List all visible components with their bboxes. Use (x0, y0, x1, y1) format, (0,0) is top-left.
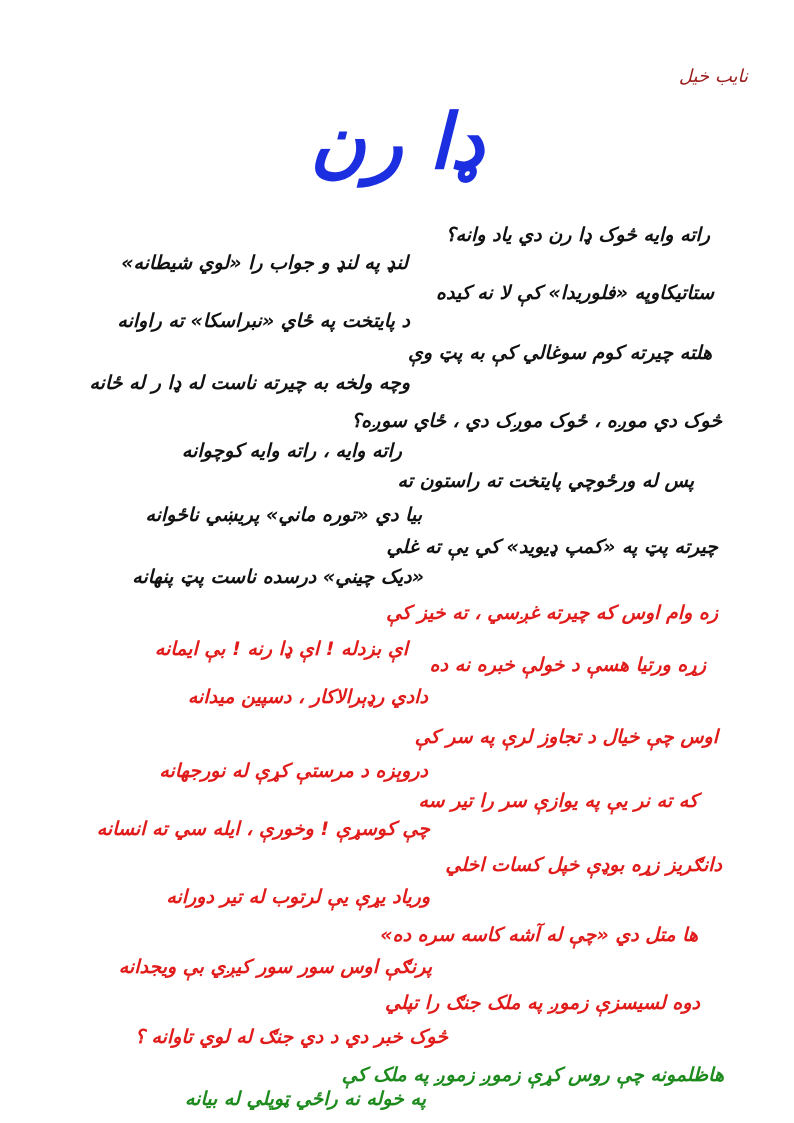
poem-line: اې بزدله ! اې ډا رنه ! بې ايمانه (154, 638, 408, 660)
poem-line: زه وام اوس که چيرته غږسي ، ته خيز کې (386, 602, 718, 624)
poem-line: ستاتيکاوپه «فلوريدا» کې لا نه کيده (436, 282, 714, 304)
author-name: نايب خيل (678, 66, 748, 87)
poem-line: پس له ورځوچي پايتخت ته راستون ته (397, 470, 694, 492)
poem-line: چې کوسړې ! وخورې ، ايله سي ته انسانه (96, 818, 430, 840)
poem-line: څوک خبر دي د دي جنګ له لوي تاوانه ؟ (134, 1026, 448, 1048)
poem-line: پرنګې اوس سور سور کيږي بې ويجدانه (118, 956, 432, 978)
poem-line: وچه ولخه به چيرته ناست له ډا ر له ځانه (89, 372, 410, 394)
poem-line: راته وايه ، راته وايه کوچوانه (181, 440, 402, 462)
poem-line: چيرته پټ په «کمپ ډيويد» کي يې ته غلي (386, 536, 718, 558)
poem-line: لنډ په لنډ و جواب را «لوي شيطانه» (121, 252, 408, 274)
poem-line: هاظلمونه چې روس کړې زموږ زموږ په ملک کې (341, 1064, 724, 1086)
poem-line: دروېزه د مرستې کړې له نورجهانه (159, 760, 428, 782)
poem-line: څوک دي موږه ، ځوک موږک دي ، ځاي سوږه؟ (351, 410, 722, 432)
poem-line: بيا دي «توره ماني» پريښي ناځوانه (145, 504, 422, 526)
poem-title: ډا رن (310, 97, 484, 186)
poem-line: ها متل دي «چې له آشه کاسه سره ده» (380, 924, 698, 946)
poem-line: زړه ورتيا هسې د خولې خبره نه ده (429, 654, 706, 676)
poem-line: دادي رډېرالاکار ، دسپين ميدانه (187, 686, 428, 708)
poem-line: دوه لسيسزې زموږ په ملک جنګ را تپلي (385, 992, 700, 1014)
poem-line: که ته نر يې په يوازې سر را تير سه (418, 790, 698, 812)
poem-line: اوس چې خيال د تجاوز لرې په سر کې (414, 726, 718, 748)
poem-line: «ديک چيني» درسده ناست پټ پنهانه (132, 566, 424, 588)
poem-line: دانګريز زړه بوډې خپل کسات اخلي (445, 854, 722, 876)
poem-line: هلته چيرته کوم سوغالي کې به پټ وې (407, 342, 712, 364)
poem-line: په خوله نه راځي ټوپلي له بيانه (185, 1088, 426, 1110)
poem-line: ورياد يړې يې لرتوب له تير دورانه (166, 886, 430, 908)
poem-line: راته وايه څوک ډا رن دي ياد وانه؟ (445, 224, 710, 246)
poem-line: د پايتخت په ځاي «نبراسکا» ته راوانه (117, 310, 410, 332)
